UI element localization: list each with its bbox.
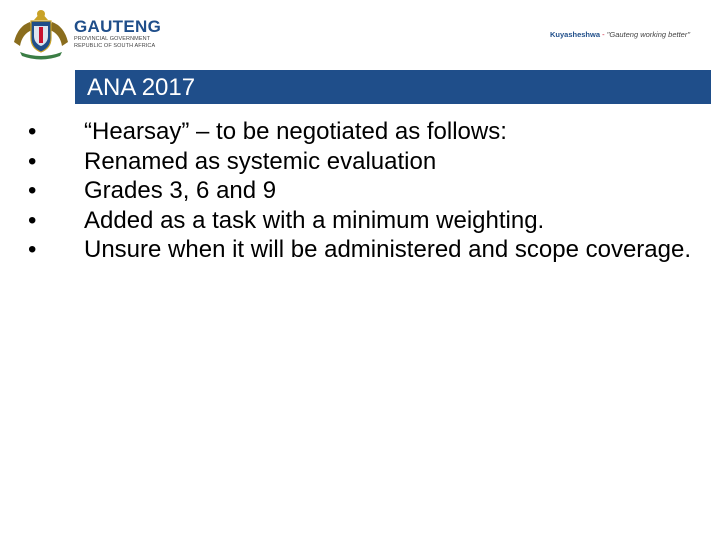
bullet-text: “Hearsay” – to be negotiated as follows: <box>84 118 507 145</box>
list-item <box>0 147 704 177</box>
tagline-brand: Kuyasheshwa <box>550 30 601 39</box>
logo-subtitle-line1: PROVINCIAL GOVERNMENT <box>74 36 151 42</box>
logo-subtitle-line2: REPUBLIC OF SOUTH AFRICA <box>74 43 156 49</box>
bullet-text: Unsure when it will be administered and scope coverage. <box>84 236 691 263</box>
bullet-text: Grades 3, 6 and 9 <box>84 177 277 204</box>
coat-of-arms-icon <box>10 8 72 60</box>
list-item <box>0 117 704 147</box>
bullet-marker: • <box>28 206 37 234</box>
bullet-marker: • <box>28 118 37 145</box>
logo-text <box>74 18 161 50</box>
tagline-quote: "Gauteng working better" <box>606 30 690 39</box>
gauteng-logo <box>10 8 162 60</box>
list-item <box>0 235 704 265</box>
slide-title: ANA 2017 <box>87 74 196 101</box>
title-bar <box>75 70 711 104</box>
bullet-list <box>0 117 720 265</box>
bullet-marker: • <box>28 236 37 263</box>
list-item <box>0 176 704 206</box>
bullet-marker: • <box>28 177 37 204</box>
bullet-text: Renamed as systemic evaluation <box>84 147 437 175</box>
slide-header <box>0 0 720 66</box>
list-item <box>0 206 704 236</box>
bullet-text: Added as a task with a minimum weighting. <box>84 206 545 234</box>
bullet-marker: • <box>28 147 37 175</box>
tagline-separator: - <box>600 30 607 39</box>
logo-title: GAUTENG <box>74 17 162 36</box>
tagline <box>550 30 690 39</box>
